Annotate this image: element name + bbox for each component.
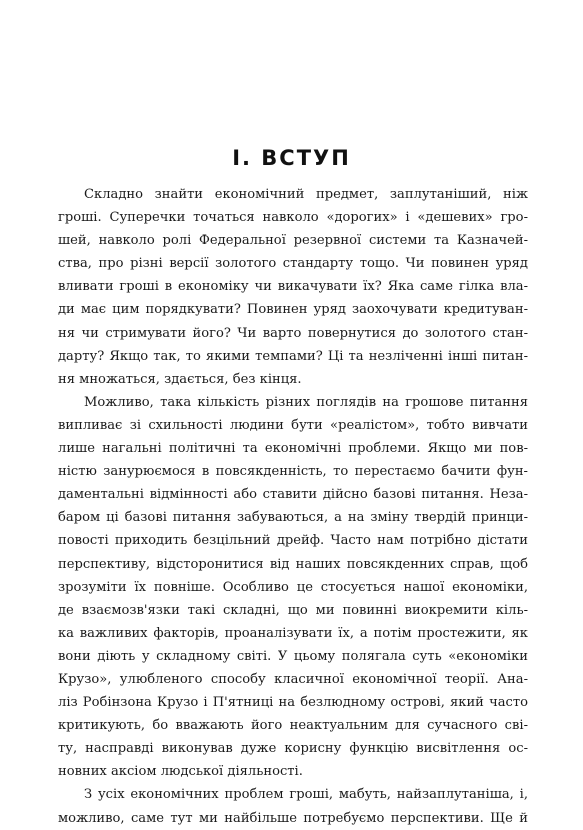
text-line: шей, навколо ролі Федеральної резервної системи та Казначей- bbox=[58, 233, 528, 249]
text-line: критикують, бо вважають його неактуальним для сучасного сві- bbox=[58, 718, 528, 734]
text-line: ліз Робінзона Крузо і П'ятниці на безлюдному острові, який часто bbox=[58, 695, 528, 711]
text-line: новних аксіом людської діяльності. bbox=[58, 764, 303, 780]
text-line: перспективу, відсторонитися від наших повсякденних справ, щоб bbox=[58, 556, 528, 572]
text-line: можливо, саме тут ми найбільше потребуємо перспективи. Ще й bbox=[58, 810, 528, 826]
text-line: випливає зі схильності людини бути «реалістом», тобто вивчати bbox=[58, 417, 528, 433]
text-line: гроші. Суперечки точаться навколо «дорогих» і «дешевих» гро- bbox=[58, 210, 528, 226]
text-line: Складно знайти економічний предмет, заплутаніший, ніж bbox=[84, 187, 528, 202]
text-line: ди має цим порядкувати? Повинен уряд заохочувати кредитуван- bbox=[58, 302, 528, 318]
text-line: даментальні відмінності або ставити дійсно базові питання. Неза- bbox=[58, 487, 528, 503]
body-text bbox=[58, 183, 528, 830]
text-line: баром ці базові питання забуваються, а на зміну твердій принци- bbox=[58, 510, 528, 526]
text-line: вони діють у складному світі. У цьому полягала суть «економіки bbox=[58, 648, 528, 664]
text-line: Крузо», улюбленого способу класичної економічної теорії. Ана- bbox=[58, 671, 528, 687]
text-line: ністю занурюємося в повсякденність, то перестаємо бачити фун- bbox=[58, 464, 528, 480]
text-line: дарту? Якщо так, то якими темпами? Ці та незліченні інші питан- bbox=[58, 348, 528, 364]
text-line: Можливо, така кількість різних поглядів на грошове питання bbox=[84, 394, 528, 410]
text-line: ту, насправді виконував дуже корисну функцію висвітлення ос- bbox=[58, 741, 528, 757]
paragraph-2 bbox=[58, 391, 528, 784]
text-line: ня множаться, здається, без кінця. bbox=[58, 371, 302, 387]
paragraph-1 bbox=[58, 183, 528, 391]
text-line: ка важливих факторів, проаналізувати їх, а потім простежити, як bbox=[58, 625, 528, 641]
text-line: зрозуміти їх повніше. Особливо це стосується нашої економіки, bbox=[58, 579, 528, 595]
text-line: повості приходить безцільний дрейф. Часто нам потрібно дістати bbox=[58, 533, 528, 549]
text-line: ства, про різні версії золотого стандарту тощо. Чи повинен уряд bbox=[58, 256, 528, 272]
text-line: З усіх економічних проблем гроші, мабуть, найзаплутаніша, і, bbox=[84, 787, 528, 803]
chapter-title: I. ВСТУП bbox=[232, 146, 351, 170]
text-line: вливати гроші в економіку чи викачувати їх? Яка саме гілка вла- bbox=[58, 279, 528, 295]
text-line: ня чи стримувати його? Чи варто повернутися до золотого стан- bbox=[58, 325, 528, 341]
text-line: лише нагальні політичні та економічні проблеми. Якщо ми пов- bbox=[58, 441, 528, 457]
text-line: де взаємозв'язки такі складні, що ми повинні виокремити кіль- bbox=[58, 602, 528, 618]
paragraph-3 bbox=[58, 783, 528, 829]
